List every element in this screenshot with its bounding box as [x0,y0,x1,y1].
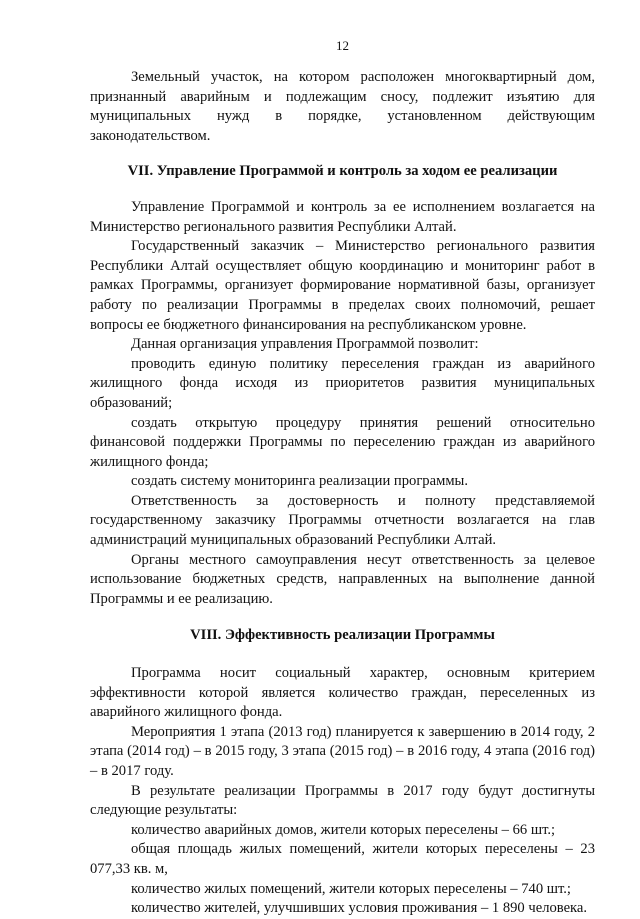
intro-paragraph: Земельный участок, на котором расположен многоквартирный дом, признанный аварийным и подлежащим сносу, подлежит изъятию для муниципальных нужд в порядке, установленном действующим законодательством. [90,69,595,144]
section-7-body [90,198,595,609]
paragraph: Программа носит социальный характер, основным критерием эффективности которой является количество граждан, переселенных из аварийного жилищного фонда. [90,665,595,721]
section-8-heading: VIII. Эффективность реализации Программы [190,627,495,644]
result-item: количество жителей, улучшивших условия проживания – 1 890 человека. [131,900,588,917]
list-item: создать открытую процедуру принятия решений относительно финансовой поддержки Программы по переселению граждан из аварийного жилищного фонда; [90,414,595,470]
section-7-heading: VII. Управление Программой и контроль за ходом ее реализации [127,163,558,180]
paragraph: Управление Программой и контроль за ее исполнением возлагается на Министерство регионального развития Республики Алтай. [90,198,595,235]
result-item: общая площадь жилых помещений, жители которых переселены – 23 077,33 кв. м, [90,841,595,877]
paragraph: Государственный заказчик – Министерство регионального развития Республики Алтай осуществляет общую координацию и мониторинг работ в рамках Программы, организует формирование нормативной базы, организует работу по реализации Программы в пределах своих полномочий, решает вопросы ее бюджетного финансирования на республиканском уровне. [90,238,595,333]
list-item: создать систему мониторинга реализации программы. [131,473,469,490]
paragraph: Ответственность за достоверность и полноту представляемой государственному заказчику Программы отчетности возлагается на глав администраций муниципальных образований Республики Алтай. [90,492,595,549]
result-item: количество жилых помещений, жители которых переселены – 740 шт.; [131,880,571,897]
page-number: 12 [336,38,349,53]
paragraph: Органы местного самоуправления несут ответственность за целевое использование бюджетных средств, направленных на выполнение данной Программы и ее реализацию. [90,551,595,607]
result-item: количество аварийных домов, жители которых переселены – 66 шт.; [131,821,556,838]
paragraph: В результате реализации Программы в 2017 году будут достигнуты следующие результаты: [90,782,595,819]
paragraph: Данная организация управления Программой позволит: [131,336,479,353]
list-item: проводить единую политику переселения граждан из аварийного жилищного фонда исходя из приоритетов развития муниципальных образований; [90,355,595,411]
paragraph: Мероприятия 1 этапа (2013 год) планируется к завершению в 2014 году, 2 этапа (2014 год) – в 2015 году, 3 этапа (2015 год) – в 2016 году, 4 этапа (2016 год) – в 2017 году. [90,723,595,779]
section-8-body [90,664,595,919]
